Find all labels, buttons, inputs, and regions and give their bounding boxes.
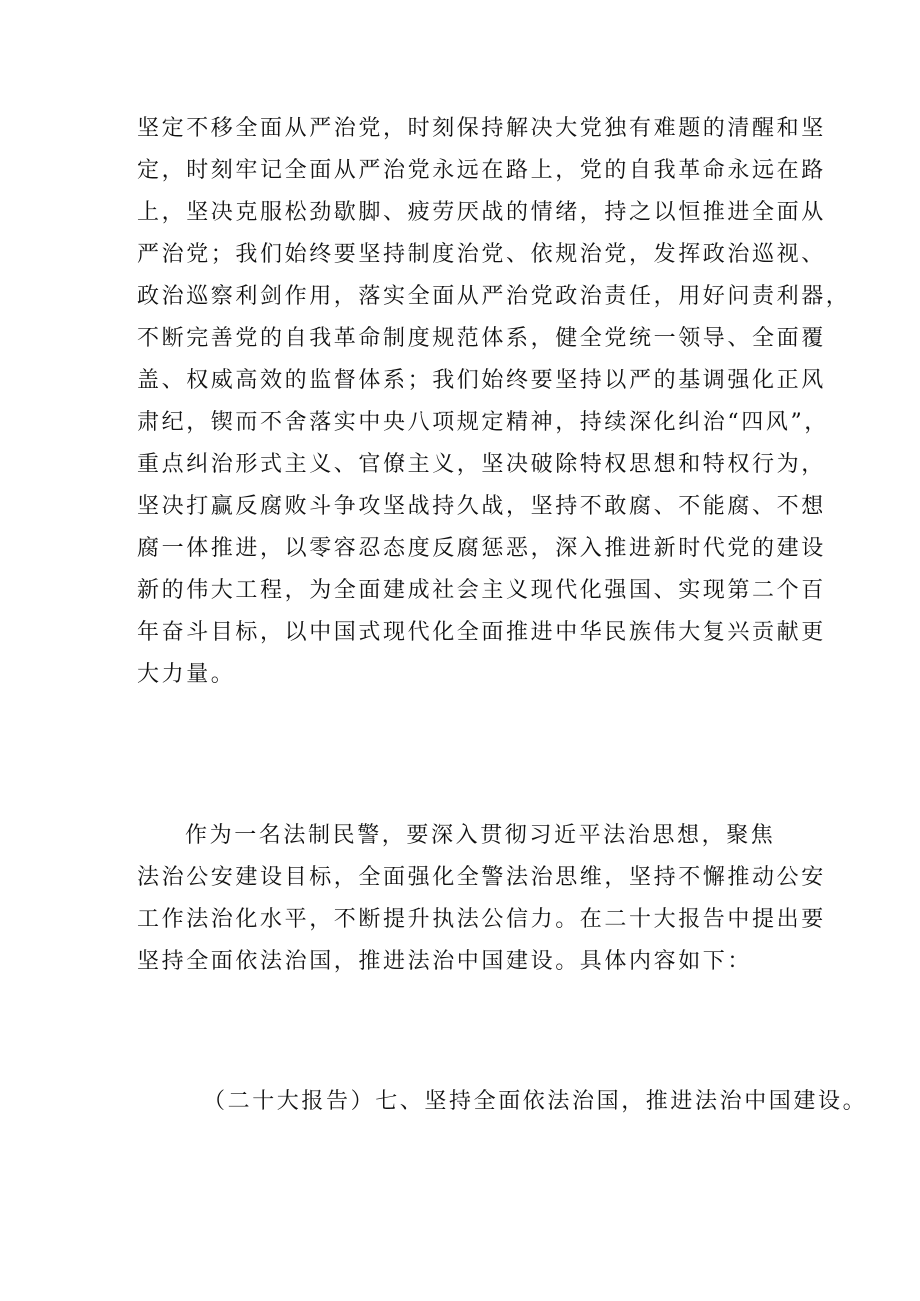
paragraph-party-discipline	[137, 108, 851, 696]
text-line: 大力量。	[137, 662, 236, 687]
text-line: 政治巡察利剑作用，落实全面从严治党政治责任，用好问责利器，	[137, 284, 851, 309]
text-line: 盖、权威高效的监督体系；我们始终要坚持以严的基调强化正风	[137, 368, 826, 393]
text-line: 严治党；我们始终要坚持制度治党、依规治党，发挥政治巡视、	[137, 242, 826, 267]
paragraph-legal-police	[137, 815, 826, 983]
text-line: 坚持全面依法治国，推进法治中国建设。具体内容如下：	[137, 949, 753, 974]
text-line: 法治公安建设目标，全面强化全警法治思维，坚持不懈推动公安	[137, 865, 826, 890]
text-line: 重点纠治形式主义、官僚主义，坚决破除特权思想和特权行为，	[137, 452, 826, 477]
text-line: 肃纪，锲而不舍落实中央八项规定精神，持续深化纠治“四风”，	[137, 410, 829, 435]
text-line: 不断完善党的自我革命制度规范体系，健全党统一领导、全面覆	[137, 326, 826, 351]
text-line: 工作法治化水平，不断提升执法公信力。在二十大报告中提出要	[137, 907, 826, 932]
section-heading	[137, 1081, 868, 1123]
text-line: 新的伟大工程，为全面建成社会主义现代化强国、实现第二个百	[137, 578, 826, 603]
text-line: 坚定不移全面从严治党，时刻保持解决大党独有难题的清醒和坚	[137, 116, 826, 141]
text-line: 腐一体推进，以零容忍态度反腐惩恶，深入推进新时代党的建设	[137, 536, 826, 561]
heading-line: （二十大报告）七、坚持全面依法治国，推进法治中国建设。	[203, 1089, 868, 1114]
text-line: 定，时刻牢记全面从严治党永远在路上，党的自我革命永远在路	[137, 158, 826, 183]
text-line: 作为一名法制民警，要深入贯彻习近平法治思想，聚焦	[185, 823, 776, 848]
text-line: 坚决打赢反腐败斗争攻坚战持久战，坚持不敢腐、不能腐、不想	[137, 494, 826, 519]
text-line: 上，坚决克服松劲歇脚、疲劳厌战的情绪，持之以恒推进全面从	[137, 200, 826, 225]
text-line: 年奋斗目标，以中国式现代化全面推进中华民族伟大复兴贡献更	[137, 620, 826, 645]
